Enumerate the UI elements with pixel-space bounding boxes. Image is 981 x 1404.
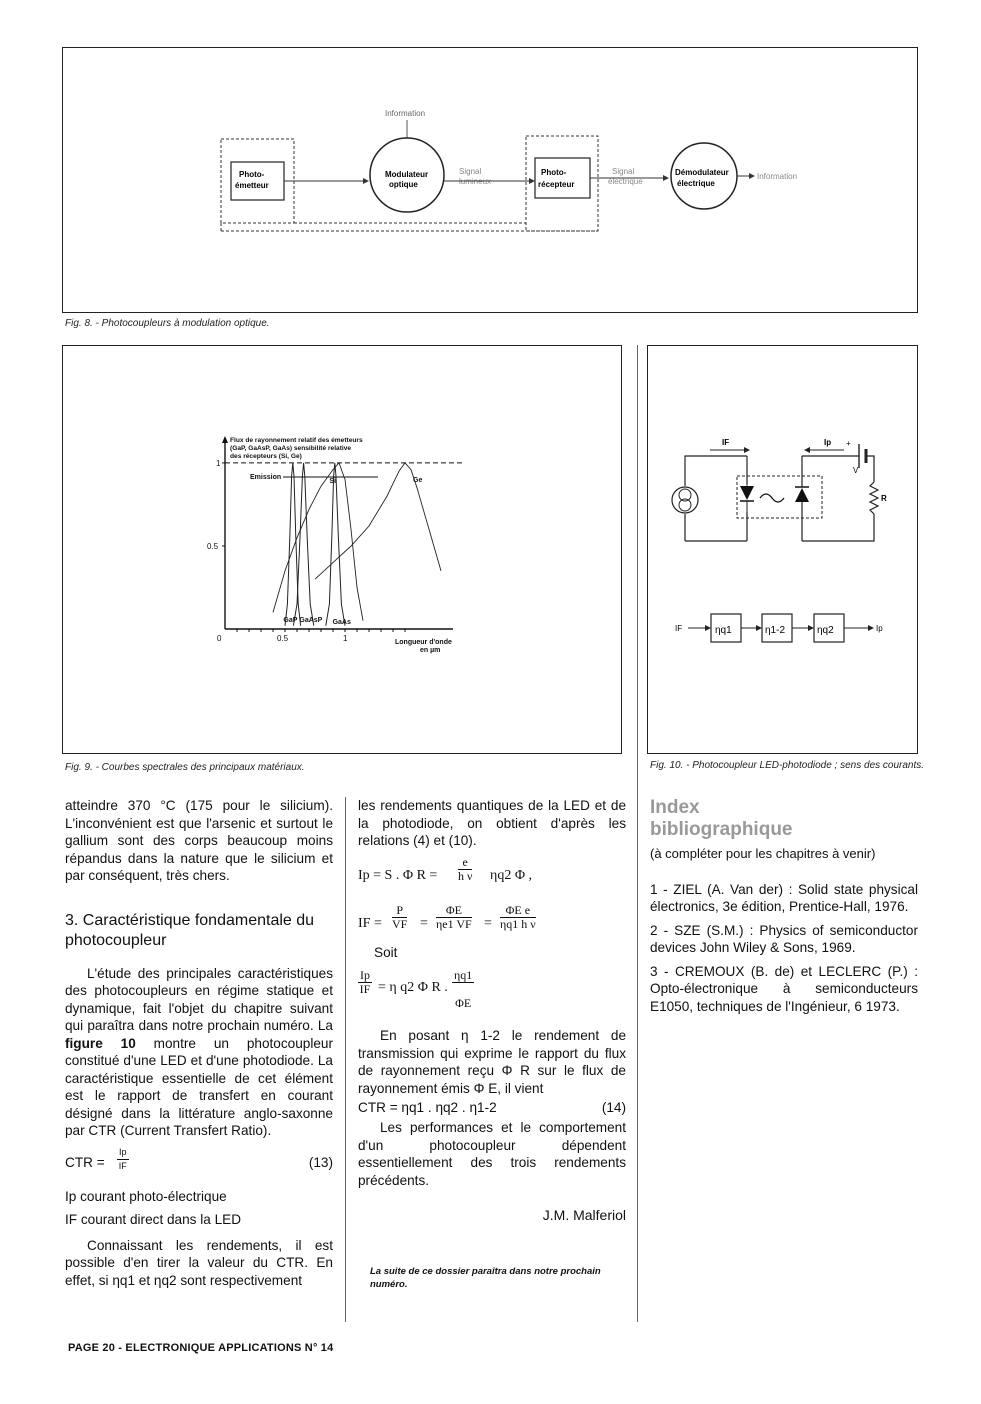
fig8-modulateur-2: optique xyxy=(389,180,418,189)
chart-title-line: (GaP, GaAsP, GaAs) sensibilité relative xyxy=(230,445,352,452)
fig10-frame xyxy=(647,345,918,754)
x-tick-label-1: 1 xyxy=(343,634,348,643)
fig10-ip-label: Ip xyxy=(824,438,832,447)
chart-title-line: des récepteurs (Si, Ge) xyxy=(230,453,302,460)
fig8-caption: Fig. 8. - Photocoupleurs à modulation optique. xyxy=(65,318,270,329)
index-title-2: bibliographique xyxy=(650,819,793,840)
eq13-number: (13) xyxy=(308,1154,333,1170)
equation-ratio: $\frac{Ip}{IF}$ = η q2 Φ R . $\frac{\eta q1}{\Phi E}$ xyxy=(359,968,473,1010)
y-tick-label-05: 0.5 xyxy=(207,541,219,551)
reference-2: 2 - SZE (S.M.) : Physics of semiconductor devices John Wiley & Sons, 1969. xyxy=(650,922,918,955)
chart-title-line: Flux de rayonnement relatif des émetteurs xyxy=(230,437,363,444)
fig8-signal-electrique-2: électrique xyxy=(608,177,643,186)
fig10-block-2-label: η1-2 xyxy=(765,625,786,636)
x-axis-label: en µm xyxy=(420,647,441,654)
equation-14: CTR = ηq1 . ηq2 . η1-2 (14) xyxy=(358,1100,626,1115)
fig8-photo-emetteur-2: émetteur xyxy=(235,181,269,190)
fig10-block-3-label: ηq2 xyxy=(817,625,834,636)
equation-if: IF = $\frac{P}{VF}$ = $\frac{\Phi E}{\eta e1 VF}$ = $\frac{\text{ΦE e}}{\text{ηq1 h ν}}$ xyxy=(358,902,536,931)
fig8-demodulateur-1: Démodulateur xyxy=(675,168,729,177)
fig10-chain-out: Ip xyxy=(876,624,883,633)
fig8-photo-recepteur-1: Photo- xyxy=(541,168,567,177)
fig8-diagram xyxy=(63,48,916,311)
col2-paragraph-2: En posant η 1-2 le rendement de transmission qui exprime le rapport du flux de rayonnement reçu Φ R sur le flux de rayonnement émis Φ E, il vient xyxy=(358,1028,626,1096)
fig10-resistor xyxy=(870,482,878,514)
column-1 xyxy=(65,797,333,1289)
series-gap xyxy=(285,463,301,626)
col1-paragraph-1: atteindre 370 °C (175 pour le silicium). L'inconvénient est que l'arsenic et surtout le gallium sont des corps beaucoup moins répandus dans la nature que le silicium et par conséquent, très chers. xyxy=(65,798,333,883)
index-title-1: Index xyxy=(650,797,700,818)
section-3-title: 3. Caractéristique fondamentale du photocoupleur xyxy=(65,911,315,949)
fig10-plus: + xyxy=(846,439,851,448)
fig8-demodulateur-2: électrique xyxy=(677,179,715,188)
series-label-gaasp: GaAsP xyxy=(299,617,323,624)
col2-paragraph-3: Les performances et le comportement d'un photocoupleur dépendent essentiellement des trois rendements précédents. xyxy=(358,1120,626,1188)
col2-paragraph-1: les rendements quantiques de la LED et de la photodiode, on obtient d'après les relations (4) et (10). xyxy=(358,798,626,848)
eq13-num: Ip xyxy=(117,1146,129,1160)
fig10-r-label: R xyxy=(881,494,887,503)
fig10-current-source xyxy=(672,487,698,513)
fig8-signal-lumineux-1: Signal xyxy=(459,167,482,176)
emission-label: Emission xyxy=(250,474,282,481)
fig10-coupler-box xyxy=(737,476,822,518)
series-label-gaas: GaAs xyxy=(332,619,351,626)
reference-1: 1 - ZIEL (A. Van der) : Solid state physical électronics, 3e édition, Prentice-Hall, 1976. xyxy=(650,881,918,914)
series-label-si: Si xyxy=(329,478,337,485)
col1-paragraph-2: L'étude des principales caractéristiques des photocoupleurs en régime statique et dynamique, fait l'objet du chapitre suivant qui paraîtra dans notre prochain numéro. La figure 10 montre un photocoupleur constitué d'une LED et d'une photodiode. La caractéristique essentielle de cet élément est le rapport de transfert en courant désigné dans la littérature anglo-saxonne par CTR (Current Transfert Ratio). xyxy=(65,965,333,1138)
x-tick-label-0: 0 xyxy=(217,634,222,643)
continuation-note: La suite de ce dossier paraîtra dans notre prochain numéro. xyxy=(370,1265,601,1290)
fig8-signal-lumineux-2: lumineux xyxy=(459,177,492,186)
fig9-frame xyxy=(62,345,622,754)
column-rule-1 xyxy=(345,797,346,1322)
definition-if: IF courant direct dans la LED xyxy=(65,1212,242,1227)
definition-ip: Ip courant photo-électrique xyxy=(65,1188,227,1204)
fig10-caption: Fig. 10. - Photocoupleur LED-photodiode ; sens des courants. xyxy=(650,760,925,771)
y-axis-arrow xyxy=(222,436,228,443)
x-tick-label-05: 0.5 xyxy=(277,634,289,643)
fig10-if-label: IF xyxy=(722,438,730,447)
equation-13 xyxy=(65,1146,333,1180)
equation-ip: Ip = S . Φ R = $\frac{e}{\text{h ν}}$ ηq2 Φ , xyxy=(358,854,533,883)
fig10-v-label: V xyxy=(853,466,859,475)
fig8-photo-emetteur-1: Photo- xyxy=(239,170,265,179)
fig10-block-1-label: ηq1 xyxy=(715,625,732,636)
column-2 xyxy=(358,797,626,1291)
fig10-chain-in: IF xyxy=(675,624,683,633)
x-axis-label: Longueur d'onde xyxy=(395,639,452,646)
fig8-frame xyxy=(62,47,918,313)
series-gaas xyxy=(326,463,345,626)
soit: Soit xyxy=(374,944,398,960)
fig8-signal-electrique-1: Signal xyxy=(612,167,635,176)
fig10-circuit xyxy=(648,346,916,752)
eq13-den: IF xyxy=(118,1160,127,1171)
fig9-caption: Fig. 9. - Courbes spectrales des principaux matériaux. xyxy=(65,762,305,773)
fig8-photo-recepteur-box xyxy=(535,158,590,198)
series-si xyxy=(273,463,363,621)
page-footer: PAGE 20 - ELECTRONIQUE APPLICATIONS N° 14 xyxy=(68,1342,334,1354)
column-rule-2 xyxy=(637,345,638,1322)
fig9-chart xyxy=(63,346,620,752)
series-label-gap: GaP xyxy=(283,617,298,624)
fig8-information-top: Information xyxy=(385,109,426,118)
fig8-photo-recepteur-2: récepteur xyxy=(538,180,575,189)
reference-3: 3 - CREMOUX (B. de) et LECLERC (P.) : Opto-électronique à semiconducteurs E1050, techniques de l'Ingénieur, 6 1973. xyxy=(650,963,918,1014)
fig8-information-right: Information xyxy=(757,172,798,181)
index-subtitle: (à compléter pour les chapitres à venir) xyxy=(650,846,876,861)
author-signature: J.M. Malferiol xyxy=(542,1207,626,1223)
col1-paragraph-3: Connaissant les rendements, il est possible d'en tirer la valeur du CTR. En effet, si ηq1 et ηq2 sont respectivement xyxy=(65,1237,333,1288)
eq13-lhs: CTR = xyxy=(65,1154,105,1170)
fig8-modulateur-1: Modulateur xyxy=(385,170,429,179)
column-3 xyxy=(650,797,918,1021)
series-label-ge: Ge xyxy=(413,477,423,484)
y-tick-label-1: 1 xyxy=(216,458,221,468)
